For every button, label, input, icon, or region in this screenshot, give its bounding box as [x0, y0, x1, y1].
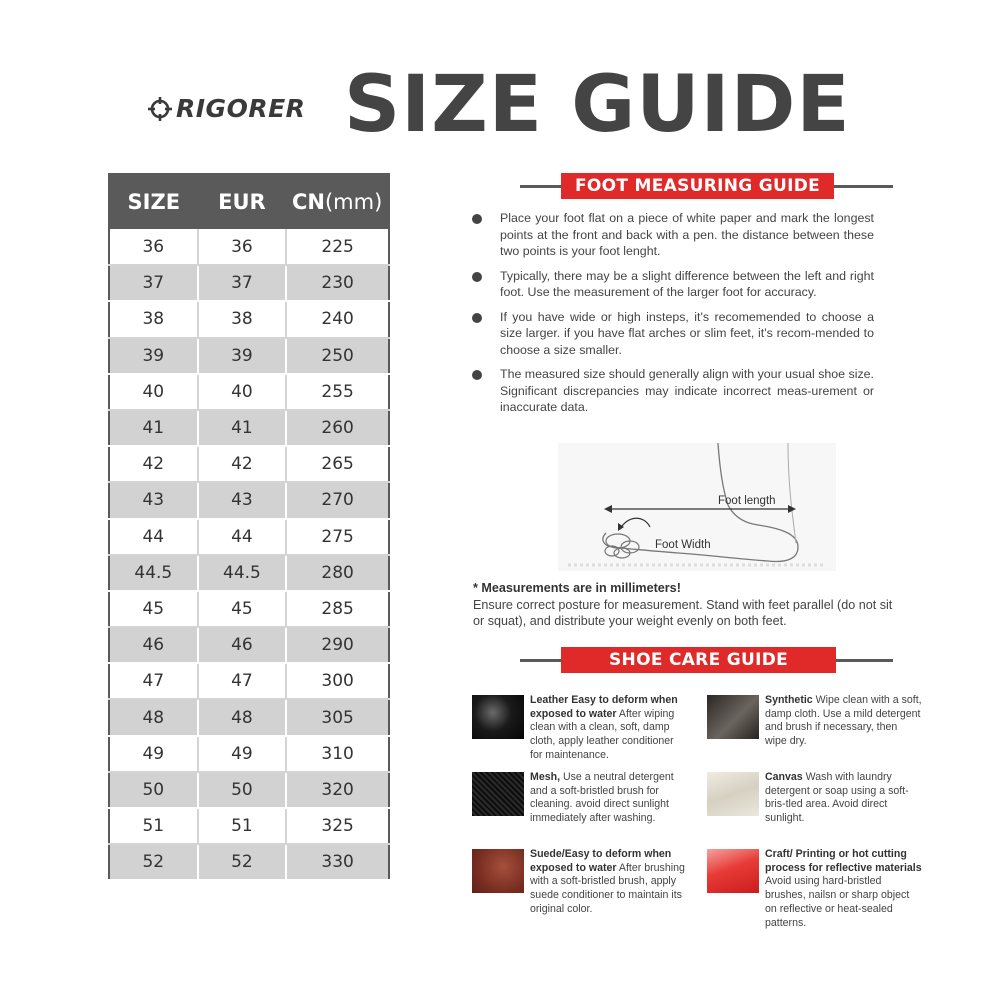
size-cell: 44.5 [109, 555, 198, 591]
cn-cell: 270 [286, 482, 389, 518]
size-cell: 49 [109, 736, 198, 772]
bullet-icon [472, 370, 482, 380]
cn-cell: 320 [286, 772, 389, 808]
care-item-suede: Suede/Easy to deform when exposed to water After brushing with a soft-bristled brush, apply suede conditioner to maintain its original color. [472, 848, 687, 917]
cn-cell: 300 [286, 663, 389, 699]
header-cn-unit: (mm) [324, 190, 383, 214]
cn-cell: 280 [286, 555, 389, 591]
size-cell: 48 [109, 699, 198, 735]
measurement-note [473, 580, 893, 630]
foot-guide-list [472, 210, 874, 424]
table-row [109, 265, 389, 301]
eur-cell: 39 [198, 338, 287, 374]
brand-name: RIGORER [176, 94, 306, 123]
foot-diagram [558, 443, 836, 571]
care-guide-header [520, 647, 893, 673]
reflective-swatch [707, 849, 759, 893]
cn-cell: 225 [286, 229, 389, 265]
foot-length-label: Foot length [718, 495, 776, 507]
toes-icon [605, 534, 639, 558]
care-item-mesh: Mesh, Use a neutral detergent and a soft-bristled brush for cleaning. avoid direct sunlight immediately after washing. [472, 771, 687, 826]
bullet-icon [472, 313, 482, 323]
size-cell: 45 [109, 591, 198, 627]
size-cell: 38 [109, 301, 198, 337]
table-row [109, 229, 389, 265]
table-row [109, 663, 389, 699]
size-cell: 47 [109, 663, 198, 699]
table-row [109, 844, 389, 880]
bullet-icon [472, 272, 482, 282]
cn-cell: 230 [286, 265, 389, 301]
cn-cell: 275 [286, 519, 389, 555]
size-cell: 37 [109, 265, 198, 301]
care-item-canvas: Canvas Wash with laundry detergent or soap using a soft-bris-tled area. Avoid direct sunlight. [707, 771, 922, 826]
list-item: The measured size should generally align with your usual shoe size. Significant discrepancies may indicate incorrect meas-urement or inaccurate data. [472, 366, 874, 416]
size-cell: 44 [109, 519, 198, 555]
suede-swatch [472, 849, 524, 893]
page-title: SIZE GUIDE [344, 60, 851, 150]
bullet-icon [472, 214, 482, 224]
eur-cell: 41 [198, 410, 287, 446]
size-cell: 50 [109, 772, 198, 808]
eur-cell: 51 [198, 808, 287, 844]
cn-cell: 310 [286, 736, 389, 772]
cn-cell: 265 [286, 446, 389, 482]
table-row [109, 627, 389, 663]
table-row [109, 591, 389, 627]
eur-cell: 37 [198, 265, 287, 301]
size-table-body [109, 229, 389, 880]
eur-cell: 49 [198, 736, 287, 772]
size-cell: 52 [109, 844, 198, 880]
cn-cell: 260 [286, 410, 389, 446]
table-row [109, 446, 389, 482]
foot-guide-header [520, 173, 893, 199]
cn-cell: 325 [286, 808, 389, 844]
eur-cell: 44 [198, 519, 287, 555]
header-cn: CN(mm) [286, 174, 389, 229]
eur-cell: 44.5 [198, 555, 287, 591]
size-cell: 41 [109, 410, 198, 446]
table-row [109, 338, 389, 374]
note-title: * Measurements are in millimeters! [473, 581, 681, 595]
cn-cell: 240 [286, 301, 389, 337]
size-cell: 46 [109, 627, 198, 663]
care-item-leather: Leather Easy to deform when exposed to water After wiping clean with a clean, soft, damp cloth, apply leather conditioner for maintenance. [472, 694, 687, 763]
foot-width-label: Foot Width [655, 539, 711, 551]
canvas-swatch [707, 772, 759, 816]
eur-cell: 42 [198, 446, 287, 482]
table-row [109, 410, 389, 446]
table-row [109, 699, 389, 735]
eur-cell: 47 [198, 663, 287, 699]
size-table-header [109, 174, 389, 229]
table-row [109, 482, 389, 518]
eur-cell: 38 [198, 301, 287, 337]
table-row [109, 301, 389, 337]
header-size: SIZE [109, 174, 198, 229]
eur-cell: 50 [198, 772, 287, 808]
cn-cell: 250 [286, 338, 389, 374]
size-cell: 43 [109, 482, 198, 518]
size-cell: 36 [109, 229, 198, 265]
size-cell: 39 [109, 338, 198, 374]
eur-cell: 43 [198, 482, 287, 518]
care-item-craft: Craft/ Printing or hot cutting process for reflective materials Avoid using hard-bristled brushes, nailsn or sharp object on reflective or heat-sealed patterns. [707, 848, 922, 930]
table-row [109, 555, 389, 591]
table-row [109, 736, 389, 772]
size-cell: 42 [109, 446, 198, 482]
table-row [109, 519, 389, 555]
header-eur: EUR [198, 174, 287, 229]
size-cell: 51 [109, 808, 198, 844]
note-text: Ensure correct posture for measurement. Stand with feet parallel (do not sit or squat), and distribute your weight evenly on both feet. [473, 597, 893, 628]
crosshair-icon [148, 97, 172, 121]
list-item: If you have wide or high insteps, it's recomemended to choose a size larger. if you have flat arches or slim feet, it's recom-mended to choose a size smaller. [472, 309, 874, 359]
eur-cell: 36 [198, 229, 287, 265]
table-row [109, 772, 389, 808]
cn-cell: 255 [286, 374, 389, 410]
cn-cell: 305 [286, 699, 389, 735]
eur-cell: 45 [198, 591, 287, 627]
list-item: Place your foot flat on a piece of white paper and mark the longest points at the front and back with a pen. the distance between these two points is your foot lenght. [472, 210, 874, 260]
size-cell: 40 [109, 374, 198, 410]
care-guide-title: SHOE CARE GUIDE [561, 647, 836, 673]
foot-guide-title: FOOT MEASURING GUIDE [561, 173, 834, 199]
cn-cell: 285 [286, 591, 389, 627]
leather-swatch [472, 695, 524, 739]
size-table [108, 173, 390, 881]
mesh-swatch [472, 772, 524, 816]
eur-cell: 40 [198, 374, 287, 410]
cn-cell: 330 [286, 844, 389, 880]
eur-cell: 52 [198, 844, 287, 880]
care-item-synthetic: Synthetic Wipe clean with a soft, damp cloth. Use a mild detergent and brush if necessary, then wipe dry. [707, 694, 922, 749]
brand-logo [148, 94, 305, 123]
eur-cell: 48 [198, 699, 287, 735]
eur-cell: 46 [198, 627, 287, 663]
synthetic-swatch [707, 695, 759, 739]
table-row [109, 374, 389, 410]
list-item: Typically, there may be a slight difference between the left and right foot. Use the measurement of the larger foot for accuracy. [472, 268, 874, 301]
cn-cell: 290 [286, 627, 389, 663]
table-row [109, 808, 389, 844]
